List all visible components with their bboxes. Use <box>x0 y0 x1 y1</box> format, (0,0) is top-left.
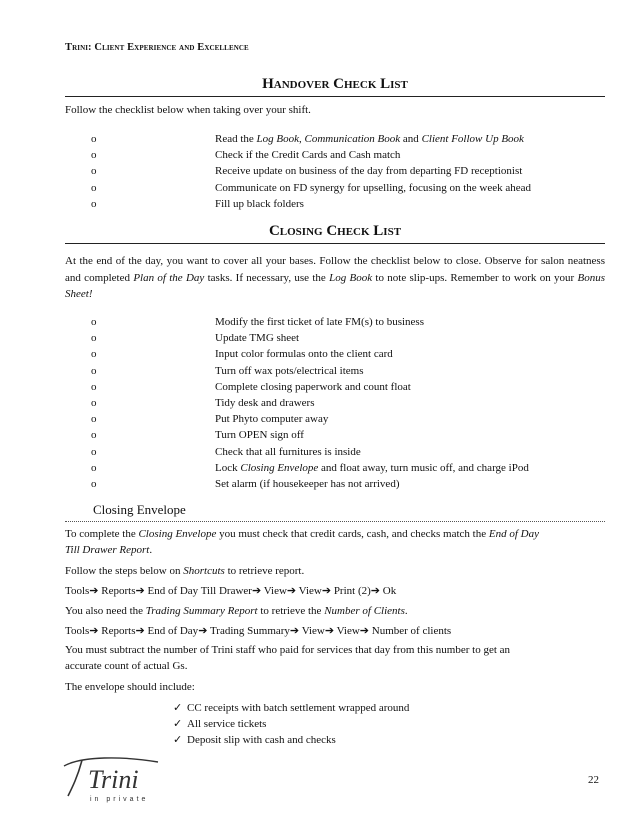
check-mark-icon: ✓ <box>173 718 183 730</box>
arrow-icon: ➔ <box>321 585 332 597</box>
italic-text: Log Book <box>329 271 373 284</box>
envelope-text-line: Till Drawer Report. <box>65 544 153 556</box>
list-item-text: Check if the Credit Cards and Cash match <box>215 149 401 162</box>
list-item-text: Modify the first ticket of late FM(s) to business <box>215 316 424 328</box>
logo-subtext: in private <box>90 796 149 803</box>
list-item-text: Lock Closing Envelope and float away, turn music off, and charge iPod <box>215 461 529 474</box>
italic-text: Closing Envelope <box>240 461 319 474</box>
arrow-icon: ➔ <box>251 585 262 597</box>
list-item <box>65 395 605 411</box>
closing-checklist <box>65 314 605 492</box>
list-item-text: Update TMG sheet <box>215 332 300 345</box>
arrow-icon: ➔ <box>135 625 145 637</box>
list-item-text: Check that all furnitures is inside <box>215 445 361 458</box>
italic-text: Plan of the Day <box>133 271 205 284</box>
list-bullet-icon: o <box>91 445 97 458</box>
list-item-text: Input color formulas onto the client card <box>215 348 393 361</box>
arrow-icon: ➔ <box>135 585 145 597</box>
list-bullet-icon: o <box>91 348 97 361</box>
checklist-item <box>173 700 409 716</box>
list-item <box>65 196 605 212</box>
handover-checklist <box>65 131 605 212</box>
arrow-icon: ➔ <box>359 625 370 637</box>
closing-envelope-rule <box>65 521 605 522</box>
arrow-icon: ➔ <box>198 625 208 637</box>
checklist-item-text: All service tickets <box>187 718 267 730</box>
list-item-text: Fill up black folders <box>215 197 304 210</box>
envelope-text-line: The envelope should include: <box>65 681 195 693</box>
italic-text: Communication Book <box>304 133 401 145</box>
list-item <box>65 476 605 492</box>
closing-intro: At the end of the day, you want to cover all your bases. Follow the checklist below to close. Observe for salon neatness and completed Plan of the Day tasks. If necessary, use the Log Book to note slip-ups. Remember to work on your Bonus Sheet! <box>65 255 605 300</box>
page-number: 22 <box>588 774 599 786</box>
list-item-text: Put Phyto computer away <box>215 413 329 426</box>
list-bullet-icon: o <box>91 165 97 178</box>
envelope-text-line: accurate count of actual Gs. <box>65 660 188 672</box>
arrow-icon: ➔ <box>89 625 99 637</box>
arrow-icon: ➔ <box>286 585 297 597</box>
italic-text: Shortcuts <box>183 565 225 577</box>
list-item-text: Read the Log Book, Communication Book and Client Follow Up Book <box>215 133 524 145</box>
closing-title: Closing Check List <box>268 223 402 239</box>
list-item <box>65 314 605 330</box>
list-item <box>65 346 605 362</box>
list-item-text: Complete closing paperwork and count float <box>215 380 411 393</box>
list-item-text: Turn off wax pots/electrical items <box>215 364 364 377</box>
list-bullet-icon: o <box>91 380 97 393</box>
list-bullet-icon: o <box>91 413 97 426</box>
list-item <box>65 180 605 196</box>
list-bullet-icon: o <box>91 396 97 409</box>
list-bullet-icon: o <box>91 477 97 490</box>
list-bullet-icon: o <box>91 429 97 442</box>
envelope-contents-checklist <box>173 700 409 748</box>
list-item <box>65 363 605 379</box>
italic-text: Bonus Sheet! <box>65 271 605 300</box>
list-item <box>65 411 605 427</box>
italic-text: Trading Summary Report <box>145 605 258 617</box>
checklist-item <box>173 732 409 748</box>
envelope-text-line: Follow the steps below on Shortcuts to retrieve report. <box>65 565 305 577</box>
list-item <box>65 330 605 346</box>
list-item <box>65 427 605 443</box>
list-item <box>65 460 605 476</box>
checklist-item-text: CC receipts with batch settlement wrapped around <box>187 702 410 714</box>
list-bullet-icon: o <box>91 149 97 162</box>
envelope-text-line: To complete the Closing Envelope you must check that credit cards, cash, and checks match the End of Day <box>65 528 539 540</box>
list-bullet-icon: o <box>91 461 97 474</box>
list-bullet-icon: o <box>91 197 97 210</box>
arrow-icon: ➔ <box>89 585 99 597</box>
check-mark-icon: ✓ <box>173 734 183 746</box>
logo-wordmark: Trini <box>88 765 139 794</box>
list-bullet-icon: o <box>91 181 97 194</box>
envelope-text-line: Tools➔ Reports➔ End of Day Till Drawer➔ View➔ View➔ Print (2)➔ Ok <box>65 585 397 597</box>
envelope-text-line: You must subtract the number of Trini staff who paid for services that day from this number to get an <box>65 644 511 656</box>
list-item <box>65 444 605 460</box>
italic-text: Till Drawer Report <box>65 544 150 556</box>
handover-rule <box>65 96 605 97</box>
closing-envelope-heading: Closing Envelope <box>93 502 186 517</box>
checklist-item-text: Deposit slip with cash and checks <box>187 734 336 746</box>
arrow-icon: ➔ <box>324 625 335 637</box>
italic-text: Log Book <box>256 133 300 145</box>
handover-title: Handover Check List <box>262 76 408 92</box>
list-item <box>65 163 605 179</box>
check-mark-icon: ✓ <box>173 702 183 714</box>
list-bullet-icon: o <box>91 133 97 145</box>
checklist-item <box>173 716 409 732</box>
italic-text: Number of Clients <box>324 605 405 617</box>
italic-text: Client Follow Up Book <box>421 133 524 145</box>
list-item-text: Set alarm (if housekeeper has not arrived) <box>215 477 400 490</box>
list-item-text: Turn OPEN sign off <box>215 429 304 442</box>
arrow-icon: ➔ <box>370 585 381 597</box>
list-item <box>65 379 605 395</box>
running-header: Trini: Client Experience and Excellence <box>65 42 249 53</box>
list-bullet-icon: o <box>91 364 97 377</box>
handover-intro: Follow the checklist below when taking over your shift. <box>65 104 311 116</box>
trini-logo <box>62 748 172 804</box>
list-item <box>65 147 605 163</box>
list-item-text: Tidy desk and drawers <box>215 396 315 409</box>
list-item-text: Receive update on business of the day from departing FD receptionist <box>215 165 523 178</box>
arrow-icon: ➔ <box>289 625 300 637</box>
list-item <box>65 131 605 147</box>
list-bullet-icon: o <box>91 332 97 345</box>
italic-text: Closing Envelope <box>138 528 217 540</box>
list-item-text: Communicate on FD synergy for upselling, focusing on the week ahead <box>215 181 531 194</box>
closing-rule <box>65 243 605 244</box>
envelope-text-line: Tools➔ Reports➔ End of Day➔ Trading Summary➔ View➔ View➔ Number of clients <box>65 625 452 637</box>
envelope-text-line: You also need the Trading Summary Report to retrieve the Number of Clients. <box>65 605 408 617</box>
italic-text: End of Day <box>488 528 539 540</box>
list-bullet-icon: o <box>91 316 97 328</box>
